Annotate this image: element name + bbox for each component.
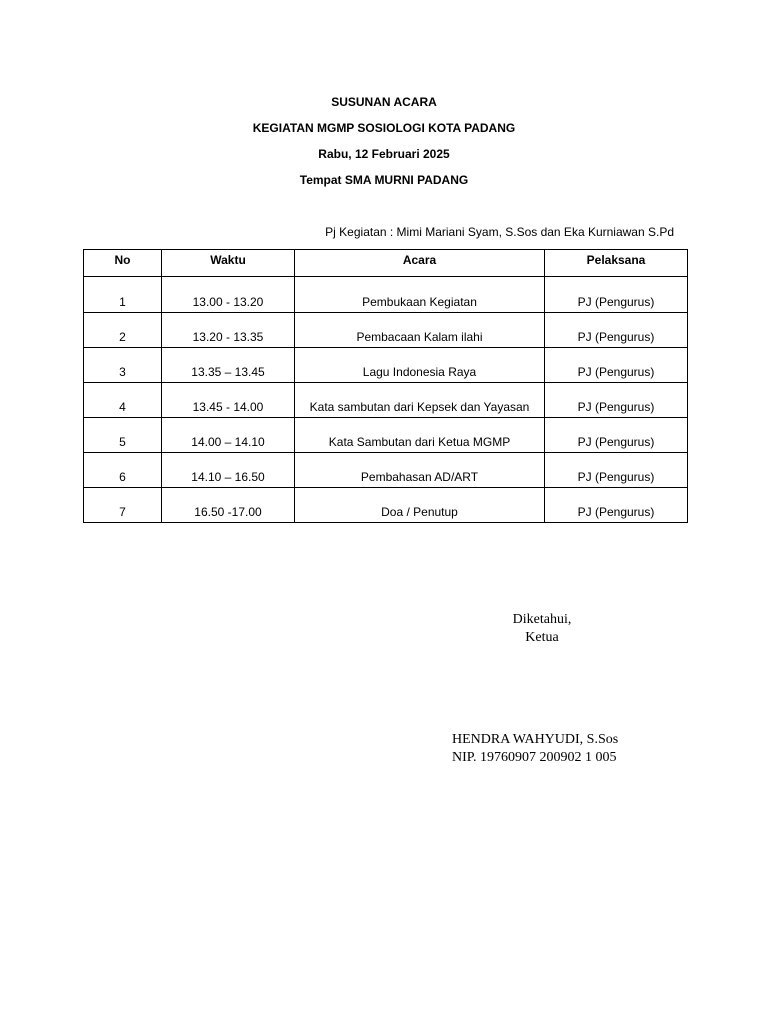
cell-acara: Doa / Penutup [295,488,545,523]
cell-pelaksana: PJ (Pengurus) [545,453,688,488]
cell-no: 7 [84,488,162,523]
cell-acara: Pembahasan AD/ART [295,453,545,488]
table-row [84,418,688,453]
signatory-name: HENDRA WAHYUDI, S.Sos [452,732,619,747]
cell-pelaksana: PJ (Pengurus) [545,383,688,418]
event-venue: Tempat SMA MURNI PADANG [299,173,469,187]
cell-pelaksana: PJ (Pengurus) [545,277,688,313]
table-row [84,277,688,313]
cell-no: 6 [84,453,162,488]
cell-acara: Kata Sambutan dari Ketua MGMP [295,418,545,453]
cell-waktu: 16.50 -17.00 [162,488,295,523]
event-name: KEGIATAN MGMP SOSIOLOGI KOTA PADANG [252,121,516,135]
cell-pelaksana: PJ (Pengurus) [545,418,688,453]
cell-no: 3 [84,348,162,383]
table-row [84,488,688,523]
cell-pelaksana: PJ (Pengurus) [545,313,688,348]
signature-position: Ketua [525,630,559,645]
table-row [84,453,688,488]
table-row [84,383,688,418]
agenda-table [83,249,688,523]
cell-acara: Kata sambutan dari Kepsek dan Yayasan [295,383,545,418]
document-title: SUSUNAN ACARA [331,95,437,109]
column-header-acara: Acara [295,250,545,277]
cell-pelaksana: PJ (Pengurus) [545,488,688,523]
cell-acara: Lagu Indonesia Raya [295,348,545,383]
table-row [84,313,688,348]
column-header-waktu: Waktu [162,250,295,277]
signature-acknowledged: Diketahui, [512,612,572,627]
cell-acara: Pembacaan Kalam ilahi [295,313,545,348]
cell-waktu: 14.00 – 14.10 [162,418,295,453]
cell-no: 4 [84,383,162,418]
cell-waktu: 13.45 - 14.00 [162,383,295,418]
cell-waktu: 13.20 - 13.35 [162,313,295,348]
event-date: Rabu, 12 Februari 2025 [318,147,450,161]
cell-waktu: 14.10 – 16.50 [162,453,295,488]
cell-waktu: 13.35 – 13.45 [162,348,295,383]
pj-kegiatan: Pj Kegiatan : Mimi Mariani Syam, S.Sos dan Eka Kurniawan S.Pd [325,225,674,239]
cell-no: 2 [84,313,162,348]
table-row [84,348,688,383]
cell-acara: Pembukaan Kegiatan [295,277,545,313]
cell-no: 1 [84,277,162,313]
column-header-pelaksana: Pelaksana [545,250,688,277]
table-header-row [84,250,688,277]
cell-waktu: 13.00 - 13.20 [162,277,295,313]
signatory-nip: NIP. 19760907 200902 1 005 [452,750,617,765]
cell-pelaksana: PJ (Pengurus) [545,348,688,383]
cell-no: 5 [84,418,162,453]
column-header-no: No [84,250,162,277]
